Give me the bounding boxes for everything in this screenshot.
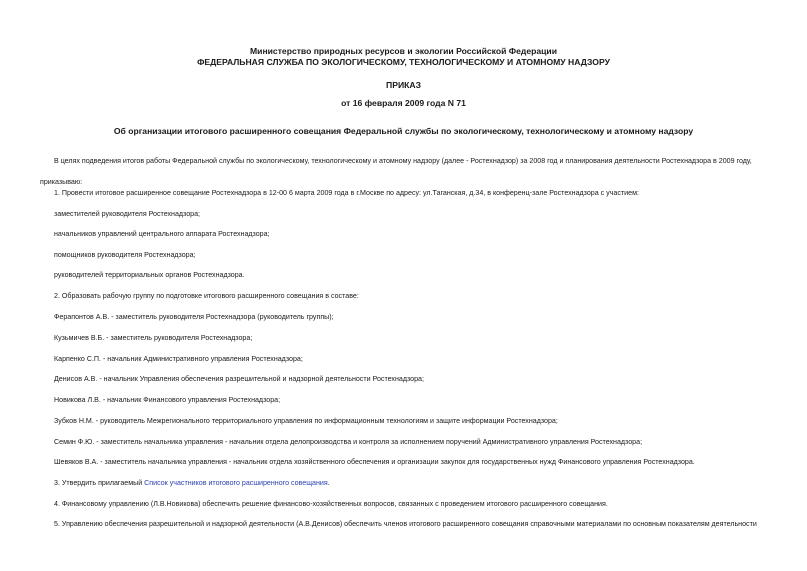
item-2: 2. Образовать рабочую группу по подготовке итогового расширенного совещания в составе: [54,292,359,300]
group-member-4: Денисов А.В. - начальник Управления обеспечения разрешительной и надзорной деятельности Ростехнадзора; [54,375,424,383]
order-word: приказываю: [40,178,83,186]
item-3-prefix: 3. Утвердить прилагаемый [54,479,145,487]
group-member-3: Карпенко С.П. - начальник Административного управления Ростехнадзора; [54,355,303,363]
participant-4: руководителей территориальных органов Ростехнадзора. [54,271,245,279]
group-member-5: Новикова Л.В. - начальник Финансового управления Ростехнадзора; [54,396,281,404]
ministry-name: Министерство природных ресурсов и экологии Российской Федерации [250,46,557,56]
group-member-6: Зубков Н.М. - руководитель Межрегионального территориального управления по информационным технологиям и защите информации Ростехнадзора; [54,417,558,425]
item-1: 1. Провести итоговое расширенное совещание Ростехнадзора в 12-00 6 марта 2009 года в г.Москве по адресу: ул.Таганская, д.34, в конференц-зале Ростехнадзора с участием: [54,189,639,197]
group-member-2: Кузьмичев В.Б. - заместитель руководителя Ростехнадзора; [54,334,253,342]
group-member-7: Семин Ф.Ю. - заместитель начальника управления - начальник отдела делопроизводства и контроля за исполнением поручений Административного управления Ростехнадзора; [54,438,643,446]
doc-date: от 16 февраля 2009 года N 71 [341,98,466,108]
group-member-8: Шевяков В.А. - заместитель начальника управления - начальник отдела хозяйственного обеспечения и организации закупок для государственных нужд Финансового управления Ростехнадзора. [54,458,695,466]
item-5: 5. Управлению обеспечения разрешительной и надзорной деятельности (А.В.Денисов) обеспечить членов итогового расширенного совещания справочными материалами по основным показателям деятельности [54,520,757,528]
participant-3: помощников руководителя Ростехнадзора; [54,251,196,259]
item-3 [54,479,330,488]
group-member-1: Ферапонтов А.В. - заместитель руководителя Ростехнадзора (руководитель группы); [54,313,334,321]
participant-2: начальников управлений центрального аппарата Ростехнадзора; [54,230,270,238]
doc-type: ПРИКАЗ [386,80,421,90]
participants-list-link[interactable]: Список участников итогового расширенного совещания [144,479,328,487]
doc-title: Об организации итогового расширенного совещания Федеральной службы по экологическому, технологическому и атомному надзору [113,126,694,136]
service-name: ФЕДЕРАЛЬНАЯ СЛУЖБА ПО ЭКОЛОГИЧЕСКОМУ, ТЕХНОЛОГИЧЕСКОМУ И АТОМНОМУ НАДЗОРУ [197,57,610,67]
preamble: В целях подведения итогов работы Федеральной службы по экологическому, технологическому и атомному надзору (далее - Ростехнадзор) за 2008 год и планирования деятельности Ростехнадзора в 2009 году, [54,157,752,165]
item-4: 4. Финансовому управлению (Л.В.Новикова) обеспечить решение финансово-хозяйственных вопросов, связанных с проведением итогового расширенного совещания. [54,500,608,508]
participant-1: заместителей руководителя Ростехнадзора; [54,210,201,218]
item-3-suffix: . [327,479,330,487]
